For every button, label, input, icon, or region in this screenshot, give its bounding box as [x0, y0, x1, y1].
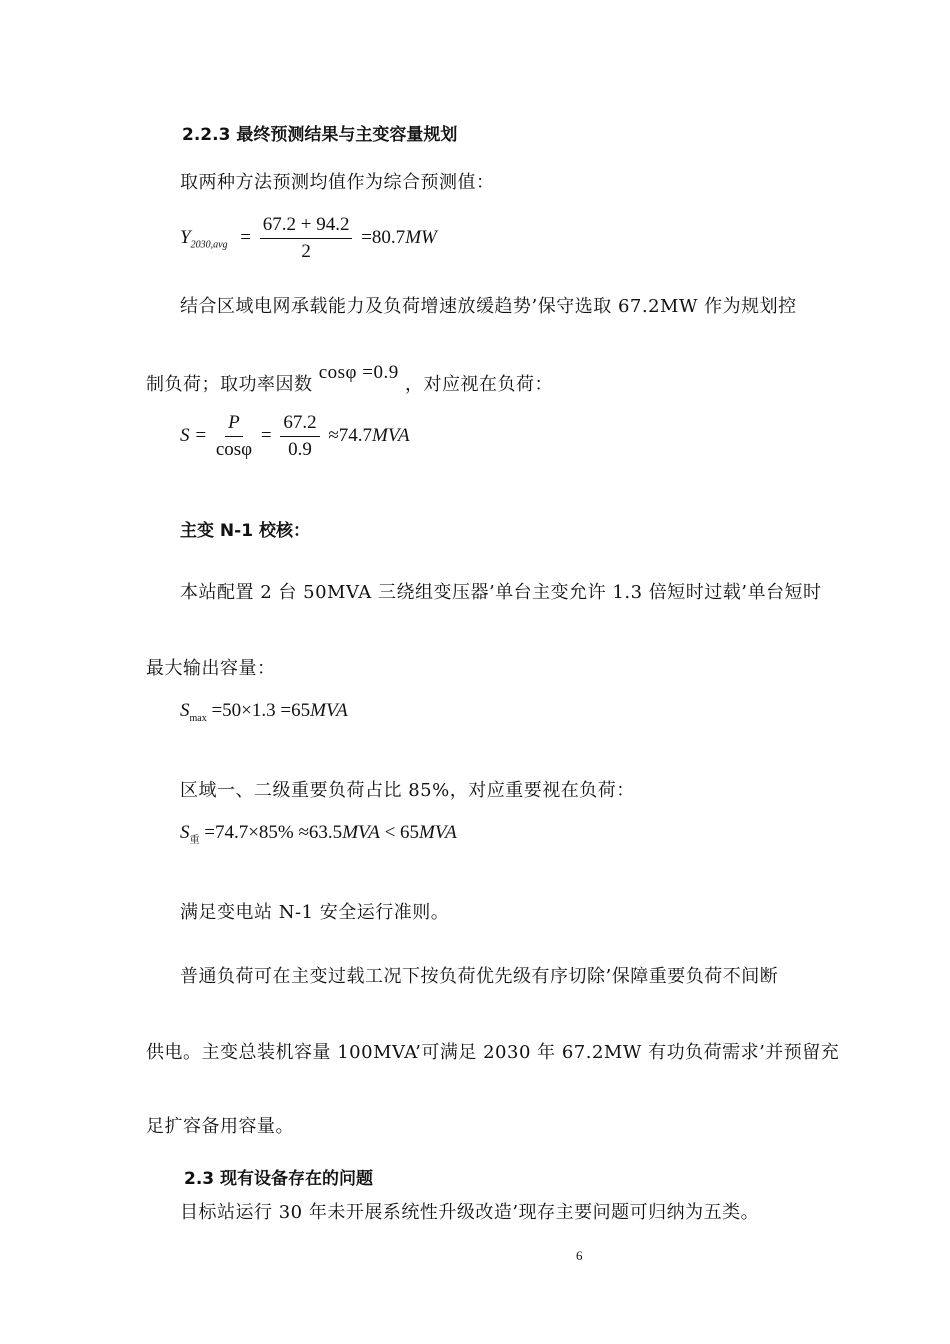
eq1-lhs: Y — [180, 226, 191, 248]
paragraph-average-intro: 取两种方法预测均值作为综合预测值： — [180, 172, 495, 193]
eq2-fraction-2 — [280, 412, 319, 461]
eq2-result: ≈74.7 — [328, 424, 373, 446]
eq3-lhs: S — [180, 700, 190, 721]
eq1-result: =80.7 — [361, 226, 406, 248]
paragraph-general-line2: 供电。主变总装机容量 100MVA’可满足 2030 年 67.2MW 有功负荷需求’并预留充 — [146, 1042, 840, 1063]
eq2-denominator-2: 0.9 — [288, 439, 312, 460]
paragraph-problems: 目标站运行 30 年未开展系统性升级改造’现存主要问题可归纳为五类。 — [180, 1202, 760, 1223]
eq1-denominator: 2 — [301, 241, 311, 262]
paragraph-n1-line1: 本站配置 2 台 50MVA 三绕组变压器’单台主变允许 1.3 倍短时过载’单台短时 — [180, 582, 822, 603]
section-heading-2-2-3: 2.2.3 最终预测结果与主变容量规划 — [182, 125, 458, 145]
paragraph-n1-line2: 最大输出容量： — [146, 658, 276, 679]
equation-important-load — [180, 822, 457, 846]
eq2-unit: MVA — [372, 424, 410, 446]
eq1-numerator: 67.2 + 94.2 — [260, 214, 353, 239]
eq4-rhs-2: < 65 — [379, 822, 420, 843]
power-factor-inline: cosφ =0.9 — [318, 362, 399, 383]
n1-check-heading: 主变 N-1 校核： — [180, 521, 310, 541]
eq2-denominator-1: cosφ — [215, 439, 253, 460]
paragraph-general-line3: 足扩容备用容量。 — [146, 1116, 294, 1137]
paragraph-satisfy: 满足变电站 N-1 安全运行准则。 — [180, 902, 450, 923]
eq3-lhs-sub: max — [189, 712, 207, 724]
paragraph-control-line1: 结合区域电网承载能力及负荷增速放缓趋势’保守选取 67.2MW 作为规划控 — [180, 296, 797, 317]
eq4-unit-1: MVA — [342, 822, 380, 843]
eq1-fraction — [260, 214, 353, 263]
page-number: 6 — [576, 1248, 583, 1263]
paragraph-control-line2 — [146, 362, 553, 396]
eq4-rhs-1: =74.7×85% ≈63.5 — [204, 822, 343, 843]
eq2-numerator-1: P — [225, 412, 243, 437]
eq2-lhs: S = — [180, 424, 208, 446]
eq3-rhs: =50×1.3 =65 — [211, 700, 311, 721]
eq2-numerator-2: 67.2 — [280, 412, 319, 437]
equation-average: $Y_{2030,avg}$ = $\frac{67.2 + 94.2}{2}$ =80.7MW — [180, 214, 437, 262]
eq1-unit: MW — [405, 226, 437, 248]
paragraph-control-text-a: 制负荷；取功率因数 — [146, 374, 313, 395]
equation-apparent-load: S = $\frac{P}{\cos\varphi}$ = $\frac{67.2}{0.9}$ ≈74.7MVA — [180, 412, 410, 460]
eq3-unit: MVA — [310, 700, 348, 721]
paragraph-important-load: 区域一、二级重要负荷占比 85%，对应重要视在负荷： — [180, 780, 635, 801]
paragraph-control-text-b: ，对应视在负荷： — [404, 374, 553, 395]
eq2-fraction-1 — [216, 412, 252, 461]
paragraph-general-line1: 普通负荷可在主变过载工况下按负荷优先级有序切除’保障重要负荷不间断 — [180, 966, 779, 987]
section-heading-2-3: 2.3 现有设备存在的问题 — [184, 1169, 374, 1189]
eq4-lhs: S — [180, 822, 190, 843]
eq4-lhs-sub: 重 — [189, 834, 200, 846]
equation-max-capacity — [180, 700, 348, 724]
eq4-unit-2: MVA — [419, 822, 457, 843]
eq1-lhs-sub: 2030,avg — [190, 239, 228, 251]
